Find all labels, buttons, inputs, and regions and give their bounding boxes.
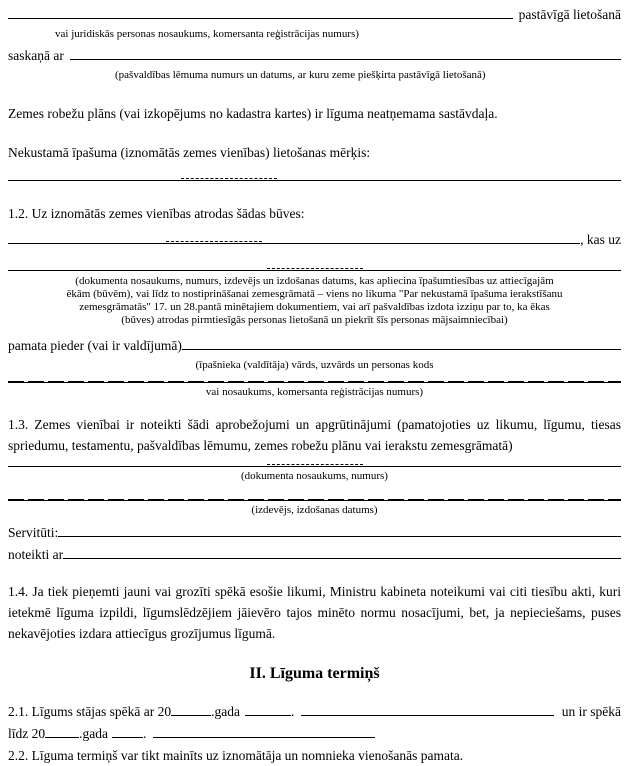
- chapter-2-heading: II. Līguma termiņš: [249, 665, 380, 682]
- name-fill-line: [8, 7, 513, 19]
- section-1-2-title: 1.2. Uz iznomātās zemes vienības atrodas šādas būves:: [8, 206, 305, 221]
- s21-text-b: .gada: [211, 704, 240, 719]
- buves-fill-line: [8, 232, 580, 244]
- month-fill: [301, 704, 553, 716]
- dash-segment: [166, 241, 262, 242]
- noteikti-fill-line: [63, 547, 621, 559]
- note-izdevejs: (izdevējs, izdošanas datums): [251, 504, 378, 516]
- note-line: (dokumenta nosaukums, numurs, izdevējs un izdošanas datums, kas apliecina īpašumtiesības uz attiecīgajām: [75, 275, 554, 287]
- servituti-label: Servitūti:: [8, 525, 59, 540]
- noteikti-ar-label: noteikti ar: [8, 547, 64, 562]
- s21-text-c: .: [290, 704, 295, 719]
- noteikti-ar-row: [8, 544, 621, 565]
- servituti-fill-line: [58, 525, 621, 537]
- servituti-row: [8, 522, 621, 543]
- month-fill: [153, 726, 375, 738]
- note-line: (būves) atrodas pirmtiesīgās personas lietošanā un piekrīt šīs personas mājsaimniecībai): [121, 314, 508, 326]
- dok-nosaukums-fill-line: [8, 465, 621, 467]
- note-vai-nosaukums: vai nosaukums, komersanta reģistrācijas numurs): [205, 386, 424, 398]
- dash-segment: [181, 178, 277, 179]
- saskana-label: saskaņā ar: [8, 48, 64, 63]
- pamata-fill-line: [182, 338, 621, 350]
- year-fill: [45, 726, 79, 738]
- saskana-row: [8, 45, 621, 66]
- kas-uz-text: , kas uz: [580, 232, 621, 247]
- day-fill: [112, 726, 143, 738]
- merkis-fill-line: [8, 179, 621, 181]
- s21-text-a: 2.1. Līgums stājas spēkā ar 20: [8, 704, 172, 719]
- note-line: ēkām (būvēm), vai līdz to nostiprināšanai zemesgrāmatā – viens no likuma "Par nekustamā īpašuma ierakstīšanu: [66, 288, 563, 300]
- saskana-fill-line: [70, 48, 621, 60]
- note-line: zemesgrāmatās" 17. un 28.pantā minētajiem dokumentiem, vai arī pašvaldības izdota izziņu par to, ka ēkas: [79, 301, 550, 313]
- s21-text-e: līdz 20: [8, 726, 46, 741]
- section-1-4-paragraph: 1.4. Ja tiek pieņemti jauni vai grozīti spēkā esošie likumi, Ministru kabineta noteikumi vai citi tiesību akti, kuri ietekmē līguma izpildi, līgumslēdzējiem jāievēro tajos minēto normu nosacījumi, bet, ja nepieciešams, puses nekavējoties izdara attiecīgus grozījumus līgumā.: [8, 584, 621, 641]
- note-block-dokumenta: [8, 275, 621, 327]
- note-juridiskas-personas: vai juridiskās personas nosaukums, komersanta reģistrācijas numurs): [55, 28, 359, 40]
- section-1-3-paragraph: 1.3. Zemes vienībai ir noteikti šādi aprobežojumi un apgrūtinājumi (pamatojoties uz likumu, līgumu, tiesas spriedumu, testamentu, pašvaldības lēmumu, zemes robežu plānu vai ierakstu zemesgrāmatā): [8, 417, 621, 453]
- note-pasvaldibas-lemuma: (pašvaldības lēmuma numurs un datums, ar kuru zeme piešķirta pastāvīgā lietošanā): [115, 69, 486, 81]
- name-fill-row: [8, 4, 621, 25]
- section-2-2-paragraph: 2.2. Līguma termiņš var tikt mainīts uz iznomātāja un nomnieka vienošanās pamata.: [8, 748, 464, 763]
- pamata-pieder-row: [8, 335, 621, 356]
- buves-fill-row: [8, 229, 621, 250]
- s21-text-d: un ir spēkā: [561, 704, 621, 719]
- dash-segment: [267, 268, 363, 269]
- dash-segment: [267, 464, 363, 465]
- line1-suffix: pastāvīgā lietošanā: [518, 7, 621, 22]
- izdevejs-fill-line: [8, 498, 621, 501]
- nosaukums-fill-line: [8, 380, 621, 383]
- s21-text-f: .gada: [79, 726, 108, 741]
- day-fill: [245, 704, 291, 716]
- dokumenta-fill-line: [8, 269, 621, 271]
- section-2-1-line2: [8, 723, 621, 744]
- note-ipasnieka: (īpašnieka (valdītāja) vārds, uzvārds un personas kods: [195, 359, 434, 371]
- s21-text-g: .: [142, 726, 147, 741]
- paragraph-robezu-plans: Zemes robežu plāns (vai izkopējums no kadastra kartes) ir līguma neatņemama sastāvdaļa.: [8, 106, 498, 121]
- pamata-pieder-label: pamata pieder (vai ir valdījumā): [8, 338, 182, 353]
- paragraph-lietosanas-merkis: Nekustamā īpašuma (iznomātās zemes vienības) lietošanas mērķis:: [8, 145, 371, 160]
- year-fill: [171, 704, 211, 716]
- section-2-1-line1: [8, 701, 621, 722]
- note-dokumenta-nosaukums: (dokumenta nosaukums, numurs): [241, 470, 388, 482]
